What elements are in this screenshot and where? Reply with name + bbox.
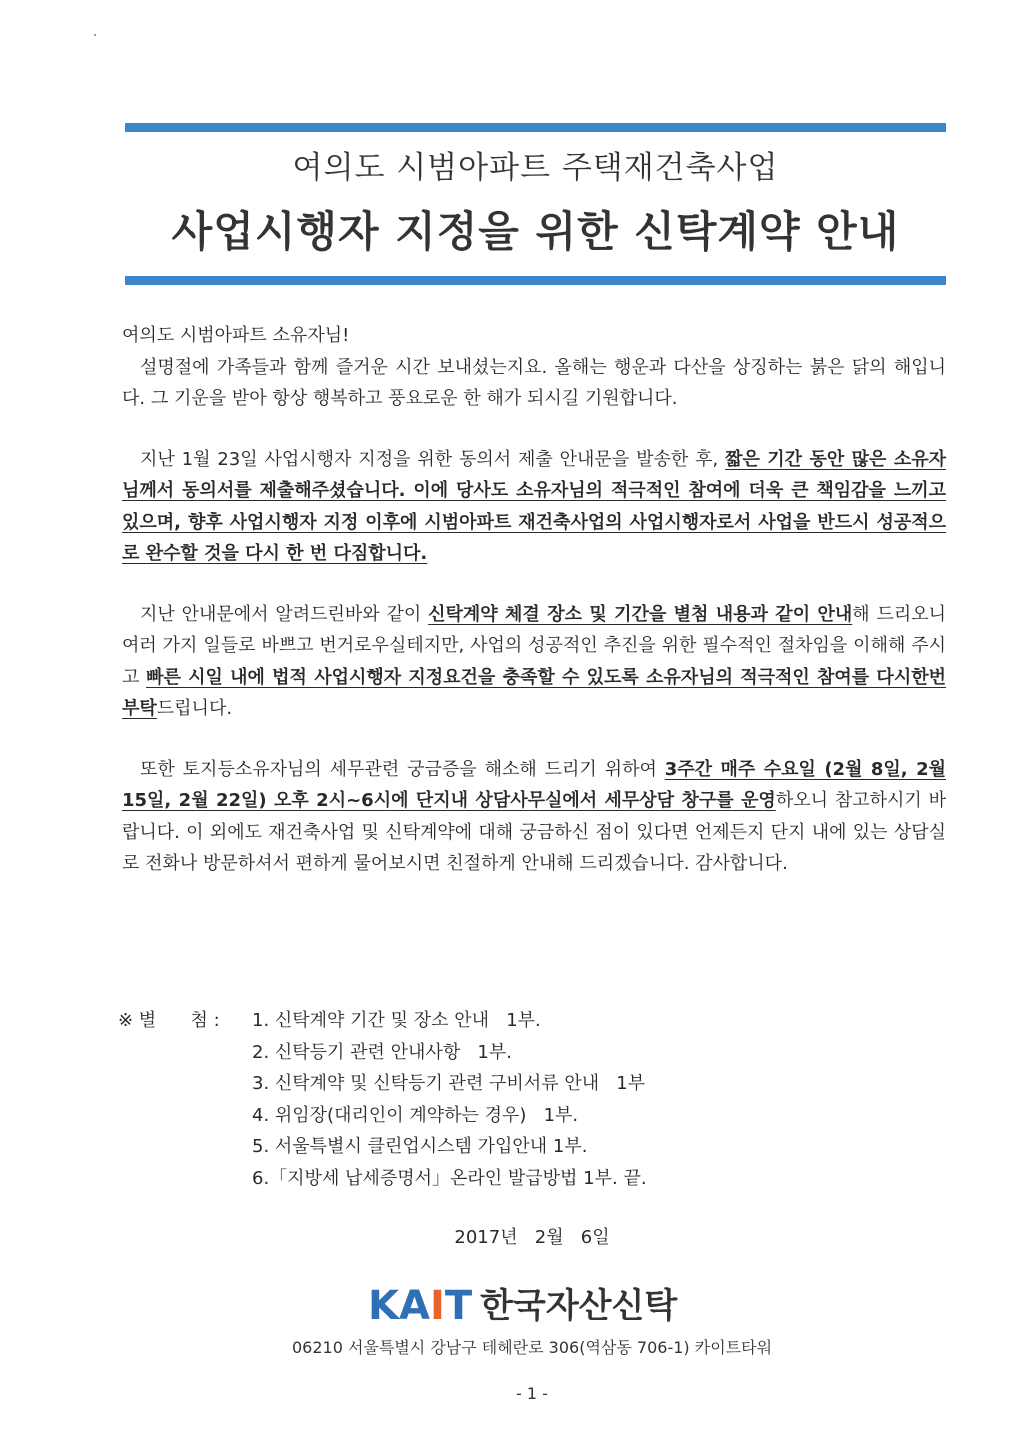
para4-highlight: 3주간 매주 수요일 (2월 8일, 2월 15일, 2월 22일) 오후 2시~6시에 단지내 상담사무실에서 세무상담 창구를 운영 — [122, 758, 946, 811]
kait-logo-mark — [368, 1279, 472, 1333]
attachment-item: 6.「지방세 납세증명서」온라인 발급방법 1부. 끝. — [252, 1167, 647, 1189]
letter-date: 2017년 2월 6일 — [454, 1227, 610, 1248]
title-project: 여의도 시범아파트 주택재건축사업 — [292, 150, 779, 186]
para3-text-1: 지난 안내문에서 알려드린바와 같이 — [140, 603, 429, 625]
attachment-item: 2. 신탁등기 관련 안내사항 1부. — [252, 1041, 512, 1063]
para3-highlight-1: 신탁계약 체결 장소 및 기간을 별첨 내용과 같이 안내 — [428, 603, 853, 625]
scan-speck — [94, 34, 96, 36]
attachment-item: 1. 신탁계약 기간 및 장소 안내 1부. — [252, 1010, 541, 1031]
attachment-item: 3. 신탁계약 및 신탁등기 관련 구비서류 안내 1부 — [252, 1073, 646, 1094]
para4-text-2: 하오니 참고하시기 바랍니다. 이 외에도 재건축사업 및 신탁계약에 대해 궁금하신 점이 있다면 언제든지 단지 내에 있는 상담실로 전화나 방문하셔서 편하게 물어보시면 친절하게 안내해 드리겠습니다. 감사합니다. — [122, 790, 946, 874]
company-address: 06210 서울특별시 강남구 테헤란로 306(역삼동 706-1) 카이트타워 — [291, 1338, 773, 1357]
para4-text-1: 또한 토지등소유자님의 세무관련 궁금증을 해소해 드리기 위하여 — [140, 758, 665, 780]
attachments-list — [252, 1005, 647, 1194]
logo-letters-ka: KA — [368, 1283, 430, 1329]
para3-highlight-2: 빠른 시일 내에 법적 사업시행자 지정요건을 충족할 수 있도록 소유자님의 적극적인 참여를 다시한번 부탁 — [122, 666, 946, 719]
paragraph-trust-contract — [122, 599, 946, 725]
para3-text-2: 해 드리오니 여러 가지 일들로 바쁘고 번거로우실테지만, 사업의 성공적인 추진을 위한 필수적인 절차임을 이해해 주시고 — [122, 603, 946, 688]
title-main: 사업시행자 지정을 위한 신탁계약 안내 — [171, 207, 900, 256]
attachment-item: 5. 서울특별시 클린업시스템 가입안내 1부. — [252, 1136, 588, 1157]
paragraph-tax-consulting — [122, 754, 946, 880]
letter-body — [122, 320, 946, 880]
page-number: - 1 - — [516, 1384, 548, 1403]
company-logo — [368, 1279, 708, 1333]
para2-text: 지난 1월 23일 사업시행자 지정을 위한 동의서 제출 안내문을 발송한 후, — [140, 448, 726, 470]
para2-highlight: 짧은 기간 동안 많은 소유자님께서 동의서를 제출해주셨습니다. 이에 당사도 소유자님의 적극적인 참여에 더욱 큰 책임감을 느끼고 있으며, 향후 사업시행자 지정 이후에 시범아파트 재건축사업의 사업시행자로서 사업을 반드시 성공적으로 완수할 것을 다시 한 번 다짐합니다. — [122, 448, 946, 564]
paragraph-new-year: 설명절에 가족들과 함께 즐거운 시간 보내셨는지요. 올해는 행운과 다산을 상징하는 붉은 닭의 해입니다. 그 기운을 받아 항상 행복하고 풍요로운 한 해가 되시길 기원합니다. — [122, 356, 946, 409]
header-bottom-rule — [125, 276, 946, 285]
attachments-label: ※ 별 첨 : — [118, 1010, 226, 1031]
company-name: 한국자산신탁 — [480, 1286, 678, 1326]
logo-letter-i: I — [429, 1283, 445, 1329]
para3-text-3: 드립니다. — [156, 698, 233, 719]
attachments-section — [118, 1005, 938, 1194]
paragraph-consent-thanks — [122, 444, 946, 570]
greeting: 여의도 시범아파트 소유자님! — [122, 325, 350, 346]
logo-letter-t: T — [444, 1283, 473, 1329]
header-top-rule — [125, 123, 946, 132]
attachment-item: 4. 위임장(대리인이 계약하는 경우) 1부. — [252, 1104, 579, 1126]
